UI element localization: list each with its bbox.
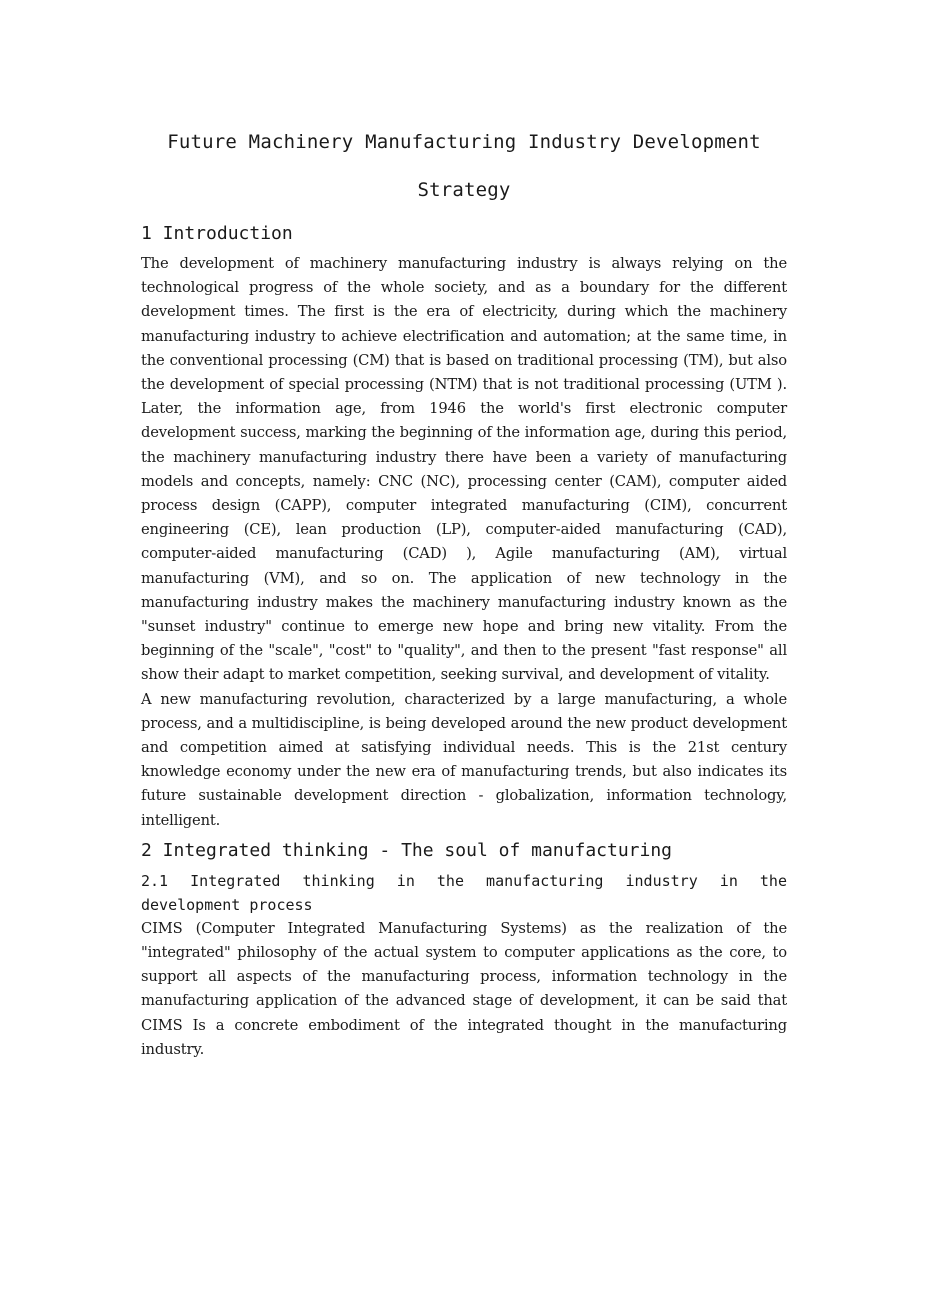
document-title-line-1: Future Machinery Manufacturing Industry Development bbox=[167, 131, 761, 153]
subsection-heading-2-1: 2.1 Integrated thinking in the manufacturing industry in the development process bbox=[141, 871, 787, 914]
subsection-2-1-paragraph-1: CIMS (Computer Integrated Manufacturing Systems) as the realization of the "integrated" philosophy of the actual system to computer applications as the core, to support all aspects of the manufacturing process, information technology in the manufacturing application of the advanced stage of development, it can be said that CIMS Is a concrete embodiment of the integrated thought in the manufacturing industry. bbox=[141, 919, 787, 1058]
section-heading-integrated-thinking: 2 Integrated thinking - The soul of manufacturing bbox=[141, 839, 673, 861]
section-heading-introduction: 1 Introduction bbox=[141, 223, 293, 244]
document-title-line-2: Strategy bbox=[417, 179, 511, 201]
document-body bbox=[141, 118, 787, 1062]
document-title bbox=[141, 118, 787, 214]
introduction-paragraph-2: A new manufacturing revolution, characterized by a large manufacturing, a whole process, and a multidiscipline, is being developed around the new product development and competition aimed at satisfying individual needs. This is the 21st century knowledge economy under the new era of manufacturing trends, but also indicates its future sustainable development direction - globalization, information technology, intelligent. bbox=[141, 690, 787, 829]
introduction-paragraph-1: The development of machinery manufacturing industry is always relying on the technological progress of the whole society, and as a boundary for the different development times. The first is the era of electricity, during which the machinery manufacturing industry to achieve electrification and automation; at the same time, in the conventional processing (CM) that is based on traditional processing (TM), but also the development of special processing (NTM) that is not traditional processing (UTM ). Later, the information age, from 1946 the world's first electronic computer development success, marking the beginning of the information age, during this period, the machinery manufacturing industry there have been a variety of manufacturing models and concepts, namely: CNC (NC), processing center (CAM), computer aided process design (CAPP), computer integrated manufacturing (CIM), concurrent engineering (CE), lean production (LP), computer-aided manufacturing (CAD), computer-aided manufacturing (CAD) ), Agile manufacturing (AM), virtual manufacturing (VM), and so on. The application of new technology in the manufacturing industry makes the machinery manufacturing industry known as the "sunset industry" continue to emerge new hope and bring new vitality. From the beginning of the "scale", "cost" to "quality", and then to the present "fast response" all show their adapt to market competition, seeking survival, and development of vitality. bbox=[141, 255, 787, 684]
